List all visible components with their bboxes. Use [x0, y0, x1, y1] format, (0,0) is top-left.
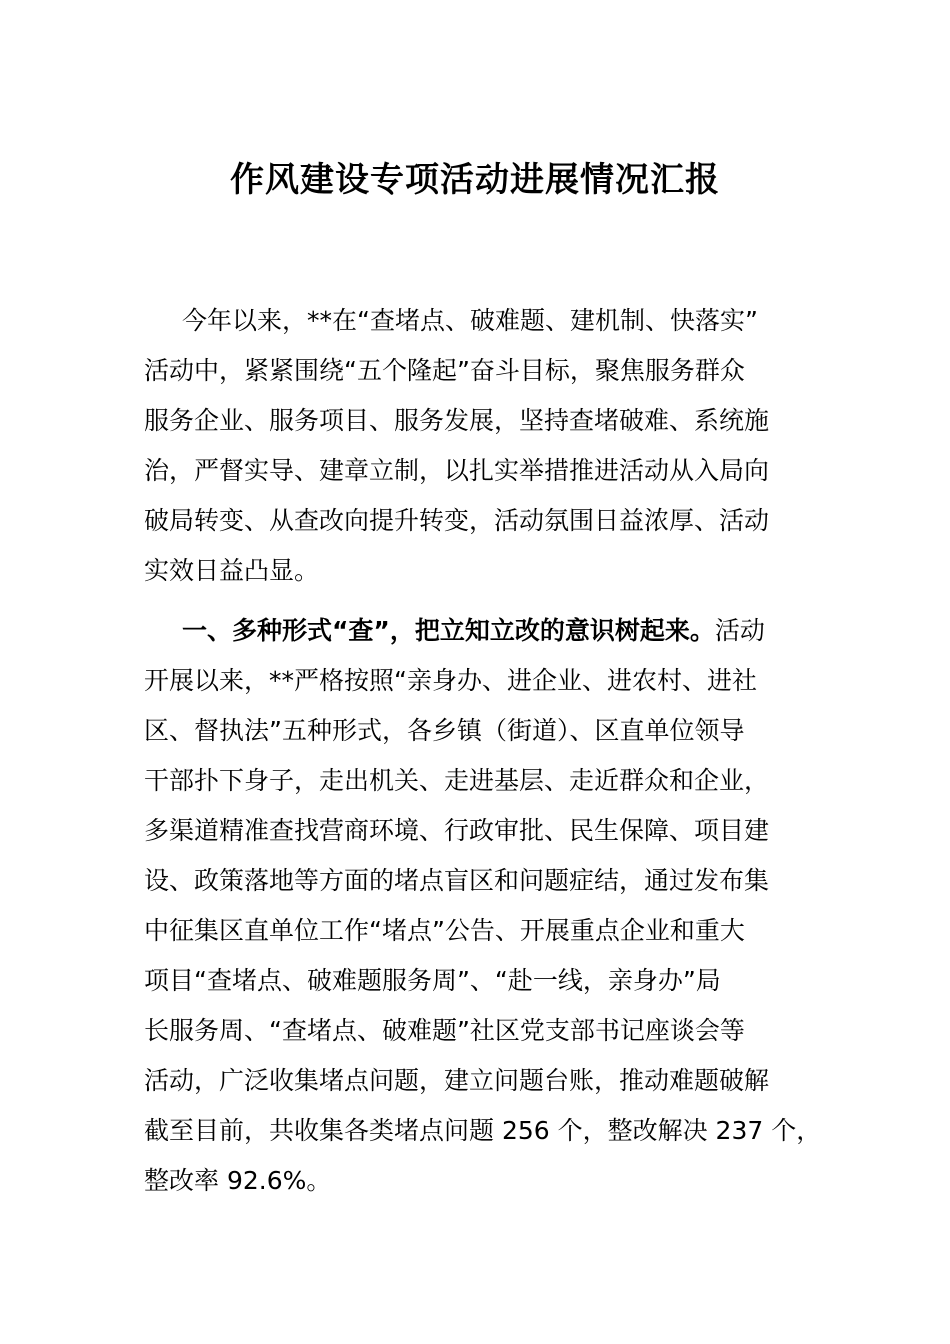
text-line: 治，严督实导、建章立制，以扎实举措推进活动从入局向 — [144, 456, 770, 485]
text-line: 服务企业、服务项目、服务发展，坚持查堵破难、系统施 — [144, 406, 770, 435]
text-run: 活动 — [714, 616, 765, 645]
text-line: 截至目前，共收集各类堵点问题 256 个，整改解决 237 个， — [144, 1116, 822, 1145]
paragraph-section-one — [144, 606, 822, 1206]
section-heading: 一、多种形式“查”，把立知立改的意识树起来。 — [182, 616, 715, 645]
text-line: 破局转变、从查改向提升转变，活动氛围日益浓厚、活动 — [144, 506, 770, 535]
text-line: 多渠道精准查找营商环境、行政审批、民生保障、项目建 — [144, 816, 770, 845]
text-line: 项目“查堵点、破难题服务周”、“赴一线，亲身办”局 — [144, 966, 721, 995]
document-title: 作风建设专项活动进展情况汇报 — [230, 160, 720, 200]
text-line: 开展以来，**严格按照“亲身办、进企业、进农村、进社 — [144, 666, 757, 695]
text-line: 中征集区直单位工作“堵点”公告、开展重点企业和重大 — [144, 916, 745, 945]
paragraph-intro — [144, 296, 816, 596]
text-line: 设、政策落地等方面的堵点盲区和问题症结，通过发布集 — [144, 866, 770, 895]
text-line: 活动，广泛收集堵点问题，建立问题台账，推动难题破解 — [144, 1066, 770, 1095]
text-line: 活动中，紧紧围绕“五个隆起”奋斗目标，聚焦服务群众 — [144, 356, 745, 385]
text-line: 今年以来，**在“查堵点、破难题、建机制、快落实” — [182, 306, 758, 335]
text-line: 长服务周、“查堵点、破难题”社区党支部书记座谈会等 — [144, 1016, 745, 1045]
text-line: 区、督执法”五种形式，各乡镇（街道）、区直单位领导 — [144, 716, 745, 745]
text-line-with-heading — [144, 606, 816, 656]
text-line: 干部扑下身子，走出机关、走进基层、走近群众和企业， — [144, 766, 770, 795]
text-line: 实效日益凸显。 — [144, 556, 320, 585]
text-line: 整改率 92.6%。 — [144, 1166, 332, 1195]
